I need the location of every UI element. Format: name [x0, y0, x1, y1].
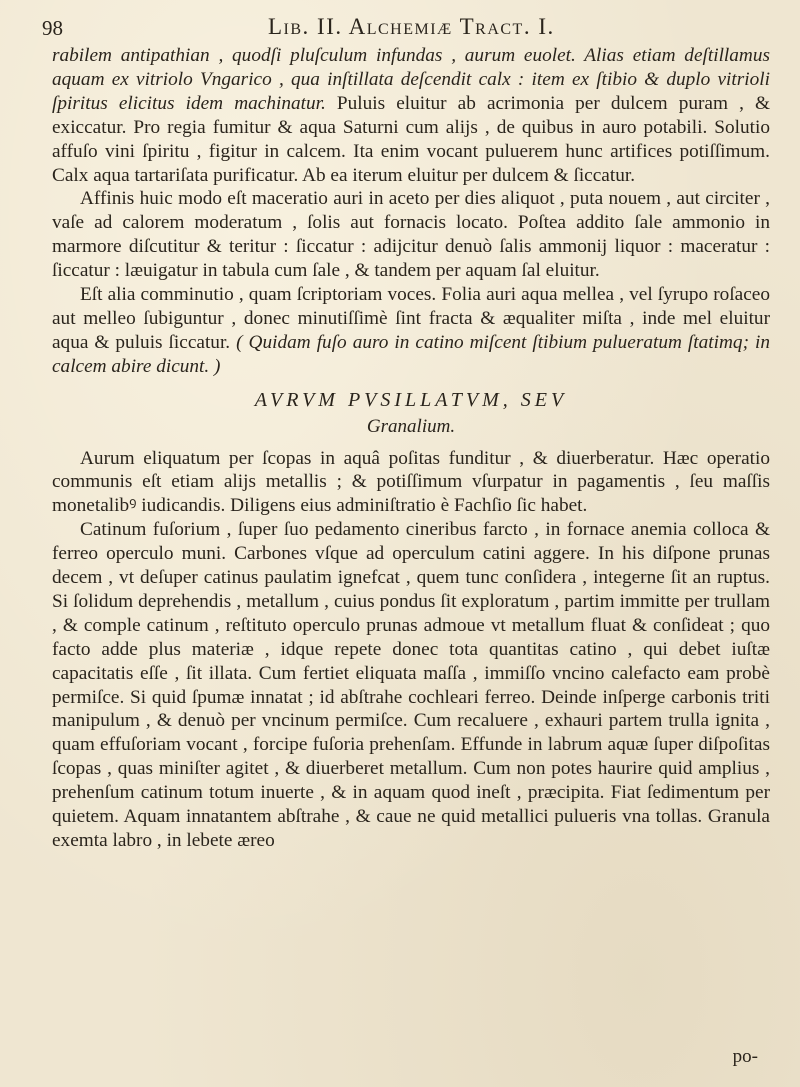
paragraph-3-text: Eſt alia comminutio , quam ſcriptoriam voces. Folia auri aqua mellea , vel ſyrupo roſaceo aut melleo ſubiguntur , donec minutiſſimè ſint fracta & æqualiter miſta , inde mel eluitur aqua & puluis ſiccatur.: [52, 284, 770, 353]
page-number: 98: [42, 16, 63, 40]
section-subheading: Granalium.: [366, 415, 456, 437]
italic-tail: ( Quidam fuſo auro in catino miſcent ſtibium pulueratum ſtatimq; in calcem abire dicunt. ): [52, 331, 770, 377]
paragraph-1: [52, 44, 770, 187]
paragraph-1-text: Puluis eluitur ab acrimonia per dulcem puram , & exiccatur. Pro regia fumitur & aqua Saturni cum alijs , de quibus in auro potabili. Solutio affuſo vini ſpiritu , figitur in calcem. Ita enim vocant puluerem hunc artifices potiſſimum. Calx aqua tartariſata purificatur. Ab ea iterum eluitur per dulcem & ſiccatur.: [52, 92, 770, 186]
body-text: [52, 44, 770, 853]
catchword: po-: [732, 1046, 758, 1067]
paragraph-2: Affinis huic modo eſt maceratio auri in aceto per dies aliquot , puta nouem , aut circiter , vaſe ad calorem moderatum , ſolis aut fornacis locato. Poſtea addito ſale ammonio in marmore diſcutitur & teritur : ſiccatur : adijcitur denuò ſalis ammonij liquor : maceratur : ſiccatur : læuigatur in tabula cum ſale , & tandem per aquam ſal eluitur.: [52, 188, 770, 282]
section-paragraph-1: Aurum eliquatum per ſcopas in aquâ poſitas funditur , & diuerberatur. Hæc operatio communis eſt etiam alijs metallis ; & potiſſimum vſurpatur in pagamentis , ſeu maſſis monetalibꝰ iudicandis. Diligens eius adminiſtratio è Fachſio ſic habet.: [52, 447, 770, 517]
italic-lead: rabilem antipathian , quodſi pluſculum infundas , aurum euolet. Alias etiam deſtillamus aquam ex vitriolo Vngarico , qua inſtillata deſcendit calx : item ex ſtibio & duplo vitrioli ſpiritus elicitus idem machinatur.: [52, 45, 770, 114]
section-heading: AVRVM PVSILLATVM, SEV: [254, 388, 568, 411]
running-head: Lib. II. Alchemiæ Tract. I.: [268, 14, 555, 39]
section-paragraph-2: Catinum fuſorium , ſuper ſuo pedamento cineribus farcto , in fornace anemia colloca & ferreo operculo muni. Carbones vſque ad operculum catini aggere. In his diſpone prunas decem , vt deſuper catinus paulatim ignefcat , quem tunc conſidera , integerne ſit an ruptus. Si ſolidum deprehendis , metallum , cuius pondus ſit exploratum , partim immitte per trullam , & comple catinum , reſtituto operculo prunas admoue vt metallum fluat & conſideat ; quo facto adde plus materiæ , idque repete donec tota quantitas catino , qui debet iuſtæ capacitatis eſſe , ſit illata. Cum fertiet eliquata maſſa , immiſſo vncino calefacto eam probè permiſce. Si quid ſpumæ innatat ; id abſtrahe cochleari ferreo. Deinde inſperge carbonis triti manipulum , & denuò per vncinum permiſce. Cum recaluere , exhauri partem trulla ignita , quam effuſoriam vocant , forcipe fuſoria prehenſam. Effunde in labrum aquæ ſuper diſpoſitas ſcopas , quas miniſter agitet , & diuerberet metallum. Cum non potes haurire quid amplius , prehenſum catinum totum inuerte , & in aquam quod ineſt , præcipita. Fiat ſedimentum per quietem. Aquam innatantem abſtrahe , & caue ne quid metallici pulueris vna tollas. Granula exemta labro , in lebete æreo: [52, 519, 770, 851]
page-header: [40, 12, 770, 46]
paragraph-3: [52, 283, 770, 379]
